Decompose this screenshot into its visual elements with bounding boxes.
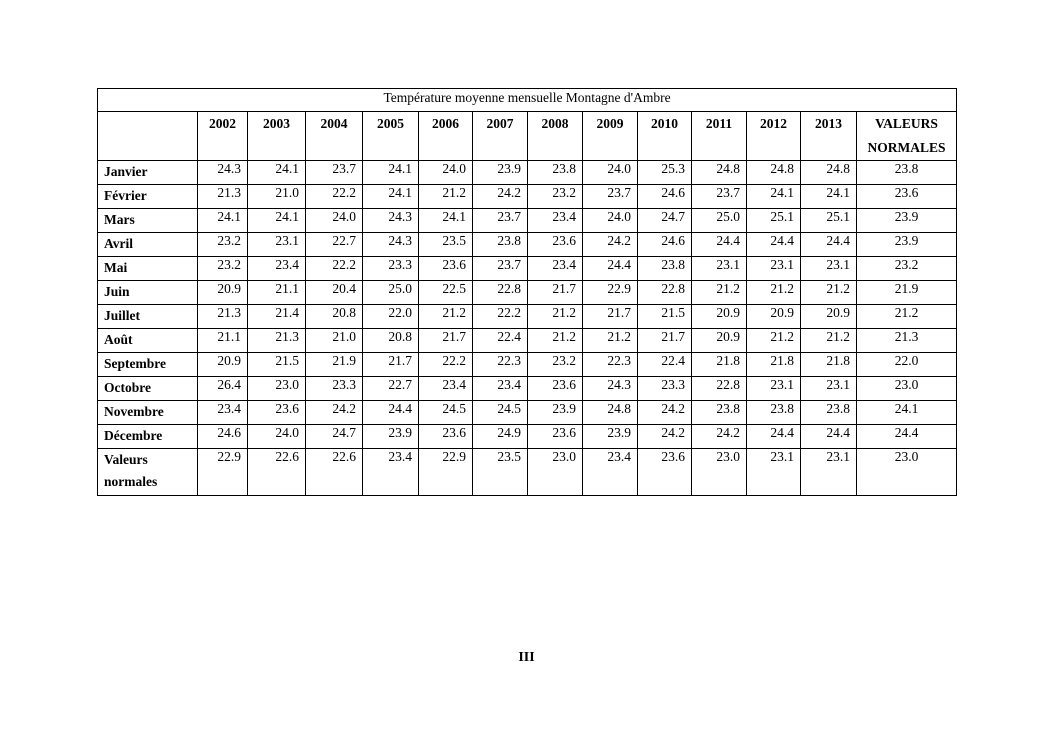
temperature-cell: 24.0 (583, 161, 638, 185)
temperature-cell: 23.6 (638, 449, 692, 496)
temperature-cell: 23.3 (363, 257, 419, 281)
temperature-cell: 22.4 (473, 329, 528, 353)
temperature-cell: 24.0 (583, 209, 638, 233)
normal-value-cell: 23.0 (857, 449, 957, 496)
header-row (98, 112, 957, 161)
month-label: Novembre (98, 401, 198, 425)
temperature-cell: 21.2 (801, 281, 857, 305)
temperature-cell: 23.4 (528, 257, 583, 281)
temperature-cell: 24.1 (198, 209, 248, 233)
year-header: 2004 (306, 112, 363, 161)
table-row (98, 161, 957, 185)
temperature-cell: 23.6 (528, 377, 583, 401)
temperature-cell: 23.4 (363, 449, 419, 496)
year-header: 2005 (363, 112, 419, 161)
table-row (98, 329, 957, 353)
table-row (98, 305, 957, 329)
temperature-cell: 24.3 (583, 377, 638, 401)
normal-values-header (857, 112, 957, 161)
normal-value-cell: 23.9 (857, 233, 957, 257)
temperature-cell: 23.2 (198, 233, 248, 257)
temperature-cell: 24.4 (583, 257, 638, 281)
temperature-cell: 24.4 (801, 233, 857, 257)
temperature-cell: 22.5 (419, 281, 473, 305)
table-row (98, 425, 957, 449)
temperature-cell: 24.4 (692, 233, 747, 257)
temperature-cell: 24.2 (638, 425, 692, 449)
normal-values-row (98, 449, 957, 496)
year-header: 2010 (638, 112, 692, 161)
month-label: Juillet (98, 305, 198, 329)
temperature-cell: 23.9 (363, 425, 419, 449)
temperature-cell: 23.4 (419, 377, 473, 401)
temperature-cell: 21.7 (419, 329, 473, 353)
table-body (98, 161, 957, 496)
temperature-cell: 23.8 (528, 161, 583, 185)
temperature-cell: 24.5 (419, 401, 473, 425)
month-label: Juin (98, 281, 198, 305)
temperature-cell: 21.7 (363, 353, 419, 377)
temperature-cell: 22.2 (306, 185, 363, 209)
temperature-cell: 20.9 (198, 353, 248, 377)
temperature-cell: 22.2 (473, 305, 528, 329)
temperature-cell: 23.8 (692, 401, 747, 425)
temperature-cell: 24.1 (801, 185, 857, 209)
temperature-cell: 20.9 (747, 305, 801, 329)
temperature-cell: 23.1 (692, 257, 747, 281)
row-label-line: normales (104, 474, 158, 489)
temperature-cell: 23.9 (473, 161, 528, 185)
temperature-cell: 23.2 (528, 185, 583, 209)
temperature-cell: 23.7 (692, 185, 747, 209)
temperature-cell: 21.2 (419, 305, 473, 329)
temperature-cell: 21.2 (528, 305, 583, 329)
temperature-cell: 22.9 (198, 449, 248, 496)
temperature-cell: 24.1 (363, 185, 419, 209)
temperature-cell: 21.1 (248, 281, 306, 305)
temperature-cell: 23.3 (638, 377, 692, 401)
temperature-cell: 21.8 (692, 353, 747, 377)
temperature-cell: 23.0 (248, 377, 306, 401)
temperature-cell: 23.8 (638, 257, 692, 281)
normal-value-cell: 23.0 (857, 377, 957, 401)
temperature-cell: 24.1 (419, 209, 473, 233)
table-title: Température moyenne mensuelle Montagne d'Ambre (98, 89, 957, 112)
row-label-line: Valeurs (104, 452, 148, 467)
temperature-cell: 24.7 (306, 425, 363, 449)
temperature-cell: 24.2 (692, 425, 747, 449)
month-label: Avril (98, 233, 198, 257)
normal-value-cell: 23.9 (857, 209, 957, 233)
temperature-cell: 24.4 (747, 425, 801, 449)
normal-values-row-label (98, 449, 198, 496)
temperature-cell: 23.6 (419, 257, 473, 281)
temperature-cell: 21.2 (692, 281, 747, 305)
table-row (98, 233, 957, 257)
temperature-cell: 21.3 (248, 329, 306, 353)
temperature-cell: 22.8 (638, 281, 692, 305)
temperature-cell: 20.8 (363, 329, 419, 353)
month-label: Décembre (98, 425, 198, 449)
temperature-cell: 22.3 (583, 353, 638, 377)
temperature-cell: 23.1 (747, 449, 801, 496)
month-label: Octobre (98, 377, 198, 401)
year-header: 2011 (692, 112, 747, 161)
temperature-cell: 24.0 (248, 425, 306, 449)
temperature-cell: 21.7 (638, 329, 692, 353)
temperature-cell: 24.0 (419, 161, 473, 185)
temperature-cell: 24.6 (638, 233, 692, 257)
header-empty-cell (98, 112, 198, 161)
temperature-cell: 25.0 (363, 281, 419, 305)
temperature-cell: 23.7 (306, 161, 363, 185)
temperature-cell: 26.4 (198, 377, 248, 401)
temperature-cell: 23.6 (528, 233, 583, 257)
temperature-cell: 24.2 (583, 233, 638, 257)
temperature-cell: 24.4 (747, 233, 801, 257)
year-header: 2009 (583, 112, 638, 161)
month-label: Janvier (98, 161, 198, 185)
temperature-cell: 23.6 (248, 401, 306, 425)
temperature-cell: 22.9 (583, 281, 638, 305)
temperature-cell: 24.1 (363, 161, 419, 185)
temperature-cell: 20.9 (198, 281, 248, 305)
table-row (98, 209, 957, 233)
temperature-cell: 22.6 (248, 449, 306, 496)
temperature-cell: 24.5 (473, 401, 528, 425)
caption-row (98, 89, 957, 112)
temperature-cell: 20.4 (306, 281, 363, 305)
temperature-cell: 23.1 (747, 377, 801, 401)
temperature-cell: 24.3 (363, 209, 419, 233)
temperature-cell: 21.5 (248, 353, 306, 377)
table-row (98, 353, 957, 377)
temperature-cell: 20.9 (801, 305, 857, 329)
temperature-cell: 24.8 (692, 161, 747, 185)
temperature-cell: 22.3 (473, 353, 528, 377)
temperature-cell: 21.8 (801, 353, 857, 377)
temperature-cell: 21.2 (747, 281, 801, 305)
temperature-table (97, 88, 957, 496)
temperature-cell: 24.0 (306, 209, 363, 233)
temperature-cell: 21.9 (306, 353, 363, 377)
year-header: 2006 (419, 112, 473, 161)
month-label: Septembre (98, 353, 198, 377)
month-label: Août (98, 329, 198, 353)
temperature-cell: 20.9 (692, 305, 747, 329)
temperature-cell: 23.1 (801, 257, 857, 281)
temperature-cell: 21.3 (198, 185, 248, 209)
table-row (98, 185, 957, 209)
month-label: Février (98, 185, 198, 209)
month-label: Mai (98, 257, 198, 281)
temperature-cell: 21.8 (747, 353, 801, 377)
normal-value-cell: 21.3 (857, 329, 957, 353)
temperature-cell: 23.4 (473, 377, 528, 401)
temperature-cell: 25.1 (801, 209, 857, 233)
temperature-cell: 23.9 (528, 401, 583, 425)
temperature-cell: 23.4 (528, 209, 583, 233)
table-row (98, 281, 957, 305)
temperature-cell: 23.3 (306, 377, 363, 401)
temperature-cell: 23.7 (473, 209, 528, 233)
year-header: 2012 (747, 112, 801, 161)
normal-value-cell: 21.2 (857, 305, 957, 329)
temperature-cell: 23.5 (419, 233, 473, 257)
temperature-cell: 23.8 (801, 401, 857, 425)
month-label: Mars (98, 209, 198, 233)
temperature-cell: 23.5 (473, 449, 528, 496)
normal-value-cell: 23.2 (857, 257, 957, 281)
temperature-cell: 22.6 (306, 449, 363, 496)
temperature-cell: 23.1 (747, 257, 801, 281)
temperature-cell: 23.8 (473, 233, 528, 257)
year-header: 2003 (248, 112, 306, 161)
temperature-cell: 20.9 (692, 329, 747, 353)
normal-values-header-line: NORMALES (867, 140, 946, 155)
temperature-cell: 23.0 (528, 449, 583, 496)
table-row (98, 377, 957, 401)
temperature-cell: 23.9 (583, 425, 638, 449)
temperature-cell: 21.5 (638, 305, 692, 329)
temperature-cell: 24.1 (248, 161, 306, 185)
temperature-cell: 24.4 (363, 401, 419, 425)
normal-values-header-line: VALEURS (875, 116, 938, 131)
temperature-cell: 23.1 (801, 449, 857, 496)
temperature-cell: 24.9 (473, 425, 528, 449)
table-row (98, 401, 957, 425)
temperature-cell: 22.8 (692, 377, 747, 401)
temperature-cell: 24.3 (198, 161, 248, 185)
temperature-cell: 22.9 (419, 449, 473, 496)
year-header: 2013 (801, 112, 857, 161)
normal-value-cell: 23.8 (857, 161, 957, 185)
temperature-cell: 24.7 (638, 209, 692, 233)
year-header: 2008 (528, 112, 583, 161)
normal-value-cell: 21.9 (857, 281, 957, 305)
temperature-cell: 23.1 (801, 377, 857, 401)
temperature-cell: 21.7 (528, 281, 583, 305)
temperature-cell: 24.3 (363, 233, 419, 257)
temperature-cell: 24.8 (583, 401, 638, 425)
temperature-cell: 24.6 (198, 425, 248, 449)
temperature-cell: 22.8 (473, 281, 528, 305)
temperature-cell: 25.0 (692, 209, 747, 233)
temperature-cell: 22.7 (306, 233, 363, 257)
normal-value-cell: 24.1 (857, 401, 957, 425)
table-row (98, 257, 957, 281)
temperature-cell: 23.4 (198, 401, 248, 425)
temperature-cell: 25.3 (638, 161, 692, 185)
normal-value-cell: 23.6 (857, 185, 957, 209)
temperature-cell: 20.8 (306, 305, 363, 329)
temperature-cell: 23.0 (692, 449, 747, 496)
normal-value-cell: 22.0 (857, 353, 957, 377)
temperature-cell: 24.8 (801, 161, 857, 185)
temperature-cell: 23.7 (583, 185, 638, 209)
temperature-cell: 21.2 (419, 185, 473, 209)
temperature-cell: 23.4 (583, 449, 638, 496)
temperature-cell: 21.0 (248, 185, 306, 209)
temperature-cell: 23.1 (248, 233, 306, 257)
temperature-cell: 24.2 (638, 401, 692, 425)
temperature-cell: 24.4 (801, 425, 857, 449)
temperature-cell: 22.2 (306, 257, 363, 281)
temperature-cell: 21.3 (198, 305, 248, 329)
temperature-cell: 24.2 (306, 401, 363, 425)
temperature-cell: 21.7 (583, 305, 638, 329)
temperature-cell: 21.2 (801, 329, 857, 353)
temperature-cell: 23.8 (747, 401, 801, 425)
year-header: 2007 (473, 112, 528, 161)
temperature-cell: 23.6 (528, 425, 583, 449)
temperature-cell: 24.1 (248, 209, 306, 233)
temperature-cell: 22.2 (419, 353, 473, 377)
temperature-cell: 23.6 (419, 425, 473, 449)
temperature-cell: 25.1 (747, 209, 801, 233)
normal-value-cell: 24.4 (857, 425, 957, 449)
temperature-cell: 23.7 (473, 257, 528, 281)
temperature-table-container (97, 88, 956, 496)
temperature-cell: 21.4 (248, 305, 306, 329)
temperature-cell: 21.2 (747, 329, 801, 353)
page-number: III (518, 650, 535, 665)
temperature-cell: 24.2 (473, 185, 528, 209)
temperature-cell: 22.4 (638, 353, 692, 377)
temperature-cell: 23.4 (248, 257, 306, 281)
temperature-cell: 24.1 (747, 185, 801, 209)
temperature-cell: 22.0 (363, 305, 419, 329)
year-header: 2002 (198, 112, 248, 161)
temperature-cell: 21.0 (306, 329, 363, 353)
temperature-cell: 23.2 (528, 353, 583, 377)
temperature-cell: 21.2 (528, 329, 583, 353)
temperature-cell: 23.2 (198, 257, 248, 281)
temperature-cell: 24.6 (638, 185, 692, 209)
temperature-cell: 21.1 (198, 329, 248, 353)
temperature-cell: 22.7 (363, 377, 419, 401)
temperature-cell: 21.2 (583, 329, 638, 353)
temperature-cell: 24.8 (747, 161, 801, 185)
